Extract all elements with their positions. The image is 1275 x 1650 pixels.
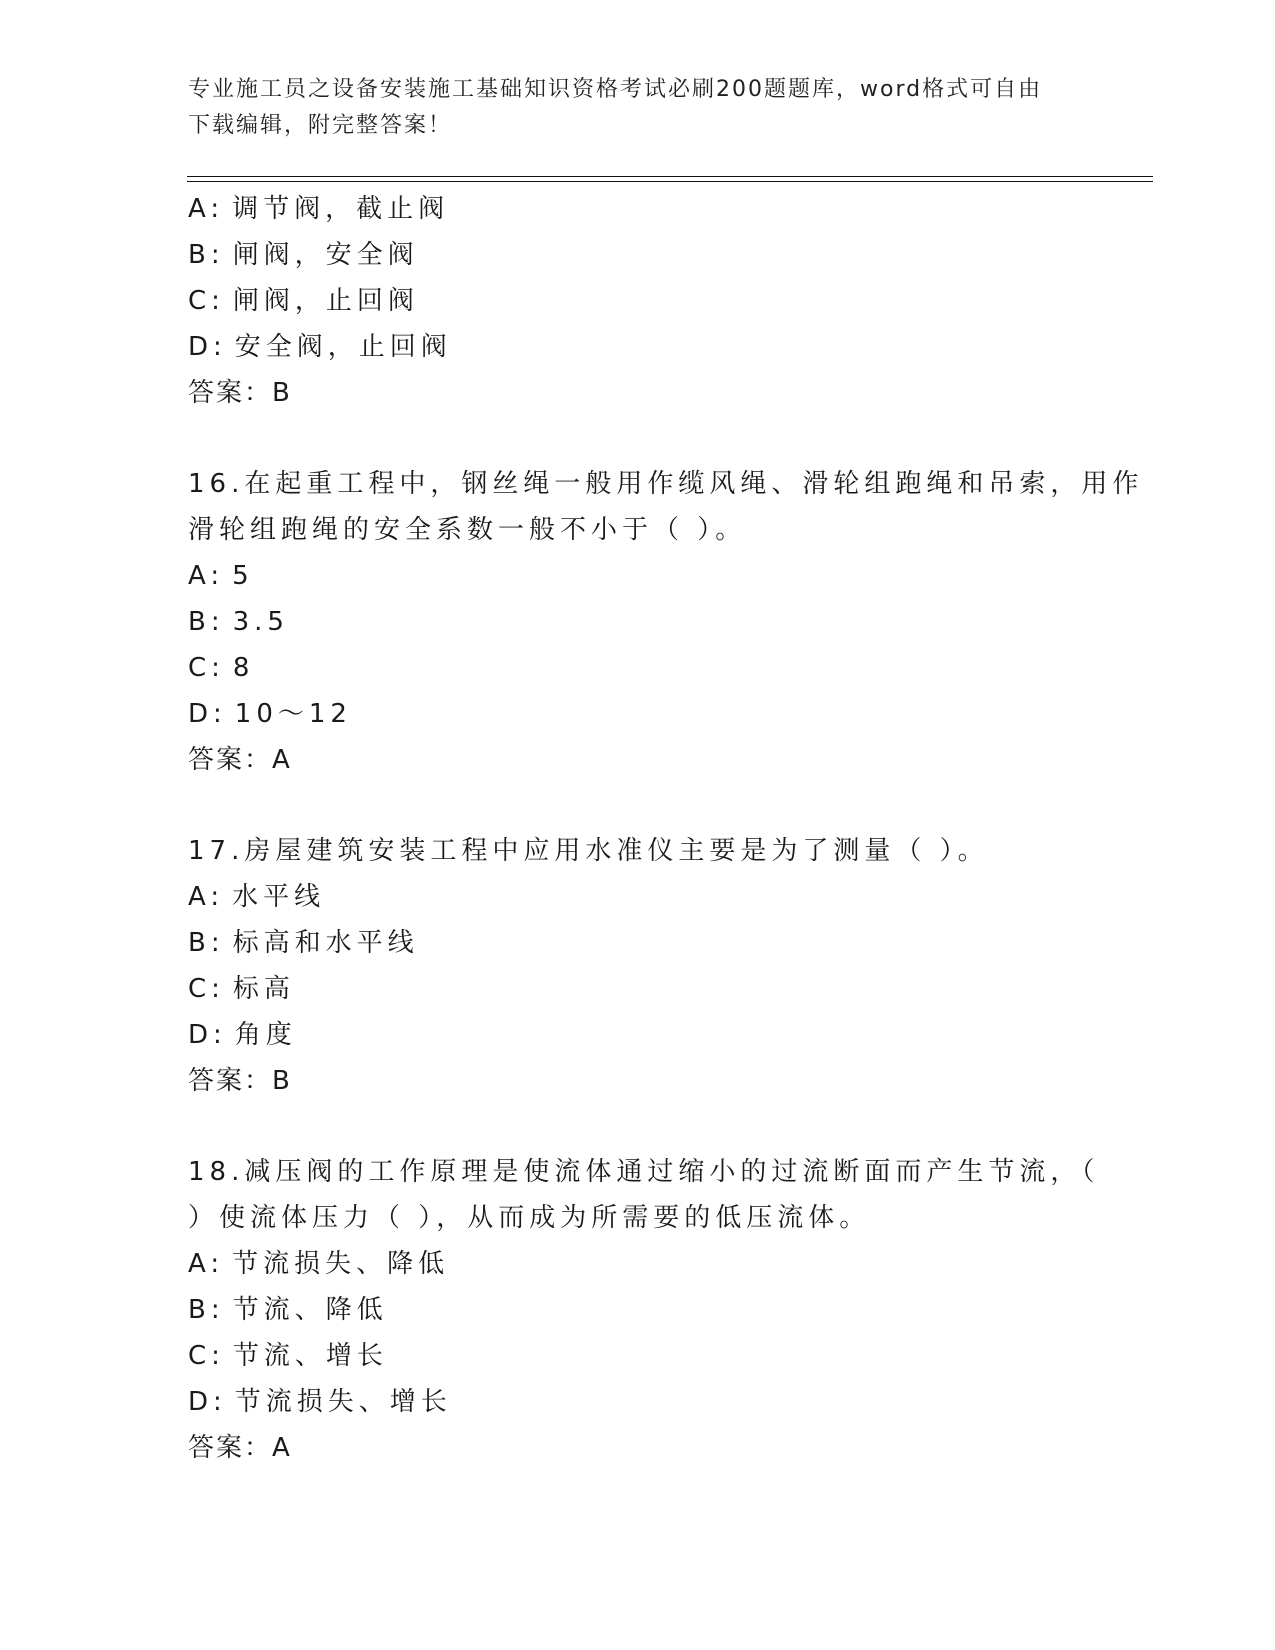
option-c: C: 标高 [188, 974, 295, 1004]
question-18 [188, 1149, 1100, 1471]
document-header [188, 72, 1068, 144]
option-c: C: 节流、增长 [188, 1341, 388, 1371]
option-d: D: 角度 [188, 1020, 297, 1050]
header-rule-bottom [187, 181, 1153, 182]
option-d: D: 节流损失、增长 [188, 1387, 452, 1417]
question-16 [188, 461, 1144, 783]
question-text-line-1: 17.房屋建筑安装工程中应用水准仪主要是为了测量（ ）。 [188, 836, 989, 866]
option-d: D: 安全阀，止回阀 [188, 332, 452, 362]
answer-line: 答案：A [188, 745, 292, 775]
answer-line: 答案：B [188, 378, 292, 408]
question-text-line-1: 18.减压阀的工作原理是使流体通过缩小的过流断面而产生节流，（ [188, 1157, 1100, 1187]
option-c: C: 8 [188, 653, 255, 683]
option-b: B: 节流、降低 [188, 1295, 388, 1325]
option-a: A: 5 [188, 561, 254, 591]
option-a: A: 节流损失、降低 [188, 1249, 450, 1279]
question-15 [188, 186, 1088, 416]
question-text-line-2: ）使流体压力（ ），从而成为所需要的低压流体。 [188, 1203, 871, 1233]
option-a: A: 调节阀，截止阀 [188, 194, 450, 224]
option-b: B: 标高和水平线 [188, 928, 419, 958]
question-text-line-1: 16.在起重工程中，钢丝绳一般用作缆风绳、滑轮组跑绳和吊索，用作 [188, 469, 1144, 499]
option-b: B: 闸阀，安全阀 [188, 240, 419, 270]
option-a: A: 水平线 [188, 882, 326, 912]
question-text-line-2: 滑轮组跑绳的安全系数一般不小于（ ）。 [188, 515, 747, 545]
header-rule-top [187, 176, 1153, 177]
option-d: D: 10～12 [188, 699, 352, 729]
option-b: B: 3.5 [188, 607, 289, 637]
option-c: C: 闸阀，止回阀 [188, 286, 419, 316]
answer-line: 答案：A [188, 1433, 292, 1463]
question-list [188, 186, 1144, 1471]
answer-line: 答案：B [188, 1066, 292, 1096]
header-line-1: 专业施工员之设备安装施工基础知识资格考试必刷200题题库，word格式可自由 [188, 77, 1043, 102]
header-line-2: 下载编辑，附完整答案！ [188, 113, 453, 138]
question-17 [188, 828, 1088, 1104]
